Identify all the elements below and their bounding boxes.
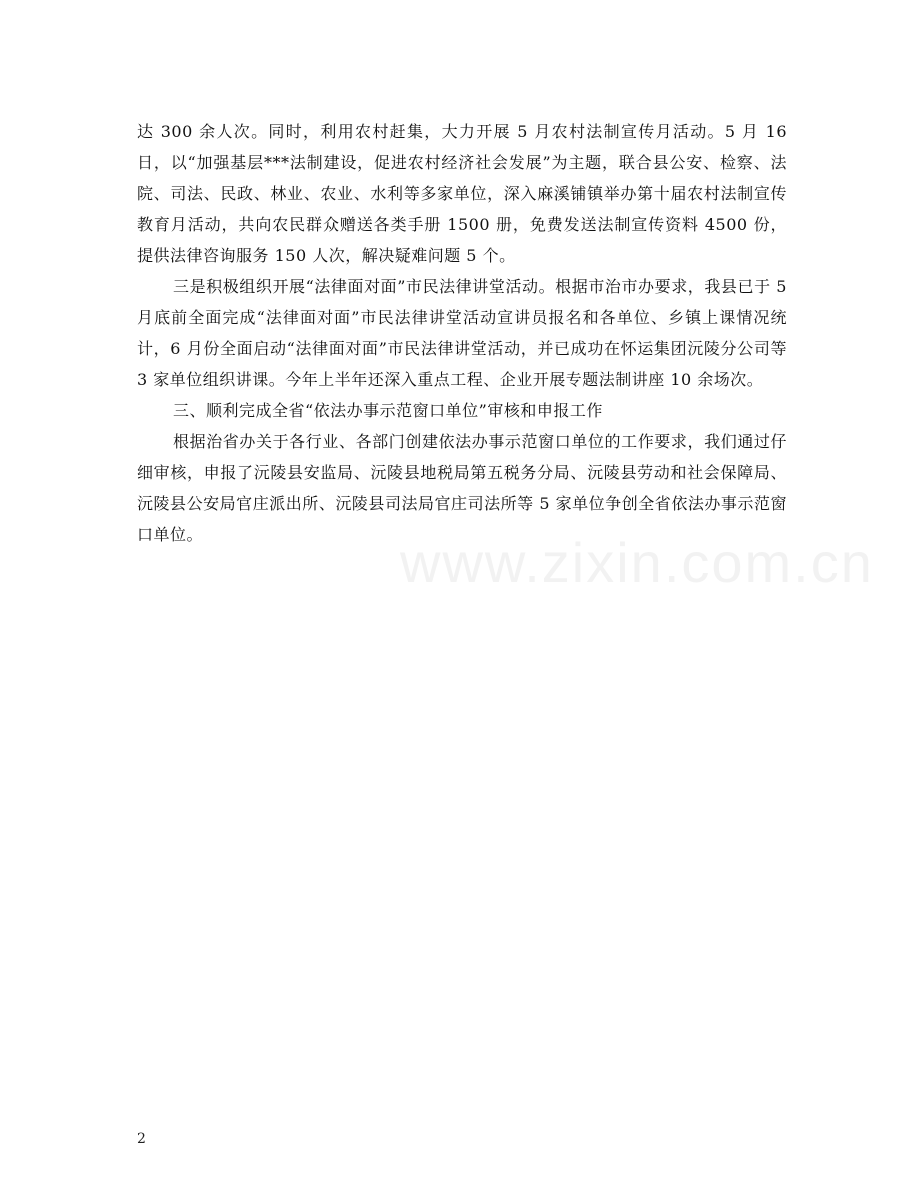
body-paragraph-4: 根据治省办关于各行业、各部门创建依法办事示范窗口单位的工作要求，我们通过仔细审核，申报了沅陵县安监局、沅陵县地税局第五税务分局、沅陵县劳动和社会保障局、沅陵县公安局官庄派出所、沅陵县司法局官庄司法所等 5 家单位争创全省依法办事示范窗口单位。	[137, 432, 787, 544]
body-paragraph-2: 三是积极组织开展“法律面对面”市民法律讲堂活动。根据市治市办要求，我县已于 5 月底前全面完成“法律面对面”市民法律讲堂活动宣讲员报名和各单位、乡镇上课情况统计，6 月份全面启动“法律面对面”市民法律讲堂活动，并已成功在怀运集团沅陵分公司等 3 家单位组织讲课。今年上半年还深入重点工程、企业开展专题法制讲座 10 余场次。	[137, 277, 787, 389]
document-body	[137, 116, 787, 550]
section-heading-3: 三、顺利完成全省“依法办事示范窗口单位”审核和申报工作	[173, 401, 603, 420]
page-number: 2	[137, 1131, 146, 1147]
body-paragraph-1: 达 300 余人次。同时，利用农村赶集，大力开展 5 月农村法制宣传月活动。5 月 16 日，以“加强基层***法制建设，促进农村经济社会发展”为主题，联合县公安、检察、法院、司法、民政、林业、农业、水利等多家单位，深入麻溪铺镇举办第十届农村法制宣传教育月活动，共向农民群众赠送各类手册 1500 册，免费发送法制宣传资料 4500 份，提供法律咨询服务 150 人次，解决疑难问题 5 个。	[137, 122, 787, 265]
watermark: www.zixin.com.cn	[400, 531, 874, 594]
